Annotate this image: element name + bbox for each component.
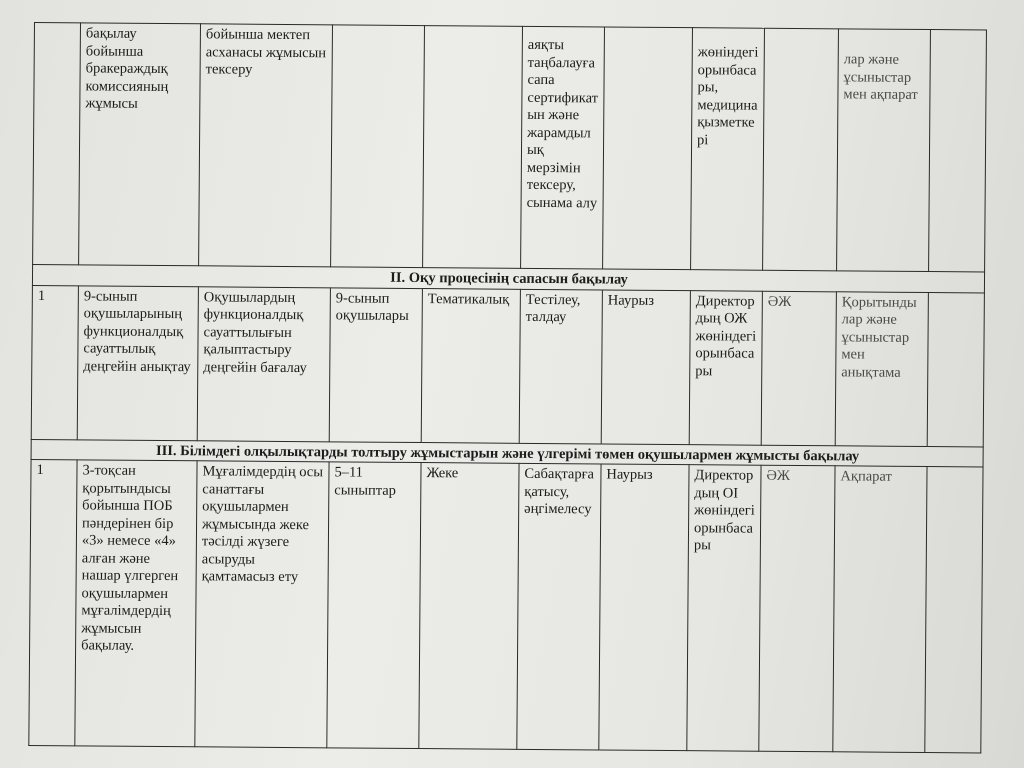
review-place-cell: ӘЖ	[761, 291, 836, 446]
control-object-cell: 9-сынып оқушылары	[329, 287, 422, 442]
control-goal-cell: бойынша мектеп асханасы жұмысын тексеру	[199, 24, 333, 267]
review-place-cell	[763, 28, 839, 271]
note-cell	[927, 292, 984, 446]
review-place-cell: ӘЖ	[759, 465, 835, 752]
control-goal-cell: Мұғалімдердің осы санаттағы оқушылармен жұмысында жеке тәсілді жүзеге асыруды қамтамасыз ету	[195, 461, 329, 748]
responsible-text: жөніндегі орынбасары, медицина қызметкері	[697, 44, 759, 148]
control-type-cell: Жеке	[419, 463, 519, 750]
section-title-3: ІІІ. Білімдегі олқылықтарды толтыру жұмыстарын және үлгерімі төмен оқушылармен жұмысты бақылау	[31, 439, 983, 467]
control-method-cell: Сабақтарға қатысу, әңгімелесу	[517, 463, 601, 750]
control-type-cell: Тематикалық	[421, 288, 520, 443]
control-method-cell	[521, 26, 605, 269]
section-title-2: ІІ. Оқу процесінің сапасын бақылау	[32, 264, 984, 292]
control-object-cell: 5–11 сыныптар	[327, 462, 421, 749]
control-topic-cell: бақылау бойынша бракераждық комиссияның жұмысы	[79, 23, 201, 266]
control-object-cell	[331, 25, 425, 268]
responsible-cell	[691, 28, 765, 271]
table-row	[33, 23, 987, 272]
result-cell: Ақпарат	[833, 466, 927, 753]
deadline-cell: Наурыз	[599, 464, 689, 751]
result-cell	[837, 29, 931, 272]
note-cell	[925, 467, 983, 753]
result-text: лар және ұсыныстар мен ақпарат	[843, 51, 918, 103]
responsible-cell: Директордың ОІ жөніндегі орынбасары	[687, 465, 761, 752]
note-cell	[929, 30, 987, 272]
table-row	[29, 459, 983, 752]
control-goal-cell: Оқушылардың функционалдық сауаттылығын қалыптастыру деңгейін бағалау	[197, 286, 330, 441]
row-number	[33, 23, 81, 265]
control-method-text: аяқты таңбалауға сапа сертификатын және жарамдылық мерзімін тексеру, сынама алу	[526, 36, 599, 211]
row-number: 1	[31, 285, 78, 439]
deadline-cell	[603, 27, 693, 270]
control-topic-cell: 9-сынып оқушыларының функционалдық сауаттылық деңгейін анықтау	[77, 285, 198, 440]
result-cell: Қорытындылар және ұсыныстар мен анықтама	[835, 291, 928, 446]
control-topic-cell: 3-тоқсан қорытындысы бойынша ПОБ пәндерінен бір «3» немесе «4» алған және нашар үлгерген оқушылармен мұғалімдердің жұмысын бақылау.	[75, 460, 197, 747]
deadline-cell: Наурыз	[601, 289, 690, 444]
control-method-cell: Тестілеу, талдау	[519, 289, 602, 444]
responsible-cell: Директордың ОЖ жөніндегі орынбасары	[689, 290, 762, 445]
control-plan-table	[28, 22, 987, 753]
table-row	[31, 285, 984, 446]
control-type-cell	[423, 26, 523, 269]
row-number: 1	[29, 459, 77, 745]
